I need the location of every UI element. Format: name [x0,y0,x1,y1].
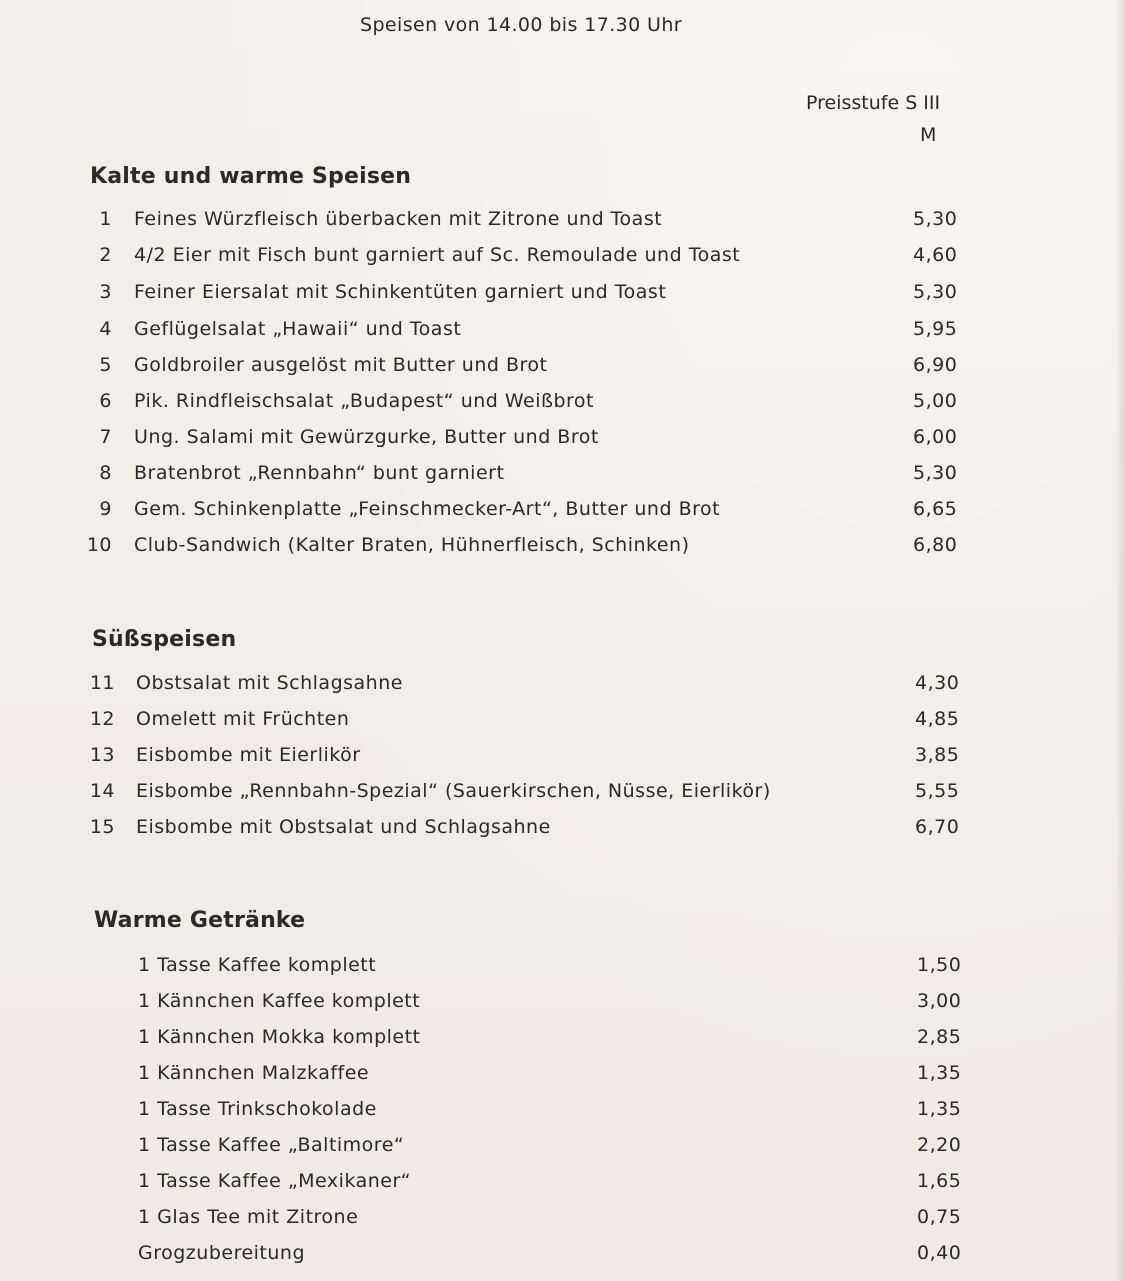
section-title-warme-getraenke: Warme Getränke [94,908,306,933]
item-price: 6,90 [913,354,958,376]
item-number: 10 [86,534,112,556]
item-name: 1 Glas Tee mit Zitrone [138,1206,359,1228]
section-title-suessspeisen: Süßspeisen [92,627,237,652]
item-price: 5,30 [913,281,958,303]
item-name: Ung. Salami mit Gewürzgurke, Butter und Brot [134,426,599,448]
currency-label: M [920,124,937,146]
item-name: Feines Würzfleisch überbacken mit Zitrone und Toast [134,208,663,230]
item-name: Bratenbrot „Rennbahn“ bunt garniert [134,462,505,484]
price-level-label: Preisstufe S III [806,92,941,114]
menu-item-row [0,534,1125,564]
menu-item-row [0,708,1125,738]
item-number: 7 [99,426,112,448]
item-number: 9 [99,498,112,520]
item-name: 1 Kännchen Kaffee komplett [138,990,421,1012]
item-name: 1 Tasse Kaffee „Mexikaner“ [138,1170,412,1192]
menu-item-row [0,426,1125,456]
item-name: 1 Kännchen Malzkaffee [138,1062,370,1084]
menu-item-row [0,1206,1125,1236]
item-price: 2,20 [917,1134,962,1156]
item-price: 0,75 [917,1206,962,1228]
item-number: 1 [99,208,112,230]
item-price: 0,40 [917,1242,962,1264]
menu-item-row [0,816,1125,846]
menu-item-row [0,1242,1125,1272]
item-name: Grogzubereitung [138,1242,306,1264]
menu-item-row [0,1170,1125,1200]
item-price: 1,50 [917,954,962,976]
menu-item-row [0,744,1125,774]
item-number: 2 [99,244,112,266]
item-price: 4,85 [915,708,960,730]
item-name: Eisbombe mit Obstsalat und Schlagsahne [136,816,551,838]
item-number: 11 [89,672,115,694]
menu-item-row [0,281,1125,311]
item-price: 6,00 [913,426,958,448]
item-price: 2,85 [917,1026,962,1048]
menu-item-row [0,1134,1125,1164]
menu-item-row [0,244,1125,274]
menu-item-row [0,208,1125,238]
menu-item-row [0,1026,1125,1056]
item-price: 5,95 [913,318,958,340]
menu-item-row [0,672,1125,702]
item-price: 4,30 [915,672,960,694]
item-price: 1,35 [917,1098,962,1120]
item-number: 12 [89,708,115,730]
menu-item-row [0,354,1125,384]
item-price: 3,00 [917,990,962,1012]
item-name: Goldbroiler ausgelöst mit Butter und Brot [134,354,548,376]
item-name: 1 Kännchen Mokka komplett [138,1026,421,1048]
item-name: Gem. Schinkenplatte „Feinschmecker-Art“, Butter und Brot [134,498,721,520]
item-number: 5 [99,354,112,376]
menu-item-row [0,462,1125,492]
menu-item-row [0,990,1125,1020]
item-number: 8 [99,462,112,484]
item-name: 1 Tasse Trinkschokolade [138,1098,377,1120]
item-number: 3 [99,281,112,303]
menu-item-row [0,390,1125,420]
menu-item-row [0,498,1125,528]
item-price: 5,30 [913,462,958,484]
item-name: Obstsalat mit Schlagsahne [136,672,403,694]
item-name: 1 Tasse Kaffee komplett [138,954,377,976]
item-price: 1,65 [917,1170,962,1192]
item-name: Feiner Eiersalat mit Schinkentüten garniert und Toast [134,281,667,303]
item-name: Pik. Rindfleischsalat „Budapest“ und Weißbrot [134,390,595,412]
menu-item-row [0,954,1125,984]
section-title-kalte-warme-speisen: Kalte und warme Speisen [90,164,412,189]
item-number: 6 [99,390,112,412]
item-number: 15 [89,816,115,838]
item-number: 14 [89,780,115,802]
item-name: Eisbombe „Rennbahn-Spezial“ (Sauerkirschen, Nüsse, Eierlikör) [136,780,771,802]
item-number: 13 [89,744,115,766]
menu-item-row [0,1098,1125,1128]
item-price: 6,80 [913,534,958,556]
item-price: 6,65 [913,498,958,520]
item-price: 4,60 [913,244,958,266]
item-name: Eisbombe mit Eierlikör [136,744,361,766]
item-name: Geflügelsalat „Hawaii“ und Toast [134,318,462,340]
item-price: 6,70 [915,816,960,838]
item-name: Omelett mit Früchten [136,708,350,730]
item-price: 1,35 [917,1062,962,1084]
item-name: 4/2 Eier mit Fisch bunt garniert auf Sc. Remoulade und Toast [134,244,741,266]
menu-item-row [0,780,1125,810]
item-name: Club-Sandwich (Kalter Braten, Hühnerfleisch, Schinken) [134,534,690,556]
serving-hours-header: Speisen von 14.00 bis 17.30 Uhr [360,14,683,36]
menu-item-row [0,318,1125,348]
item-price: 5,30 [913,208,958,230]
item-price: 5,55 [915,780,960,802]
item-name: 1 Tasse Kaffee „Baltimore“ [138,1134,405,1156]
item-price: 5,00 [913,390,958,412]
item-number: 4 [99,318,112,340]
item-price: 3,85 [915,744,960,766]
menu-item-row [0,1062,1125,1092]
